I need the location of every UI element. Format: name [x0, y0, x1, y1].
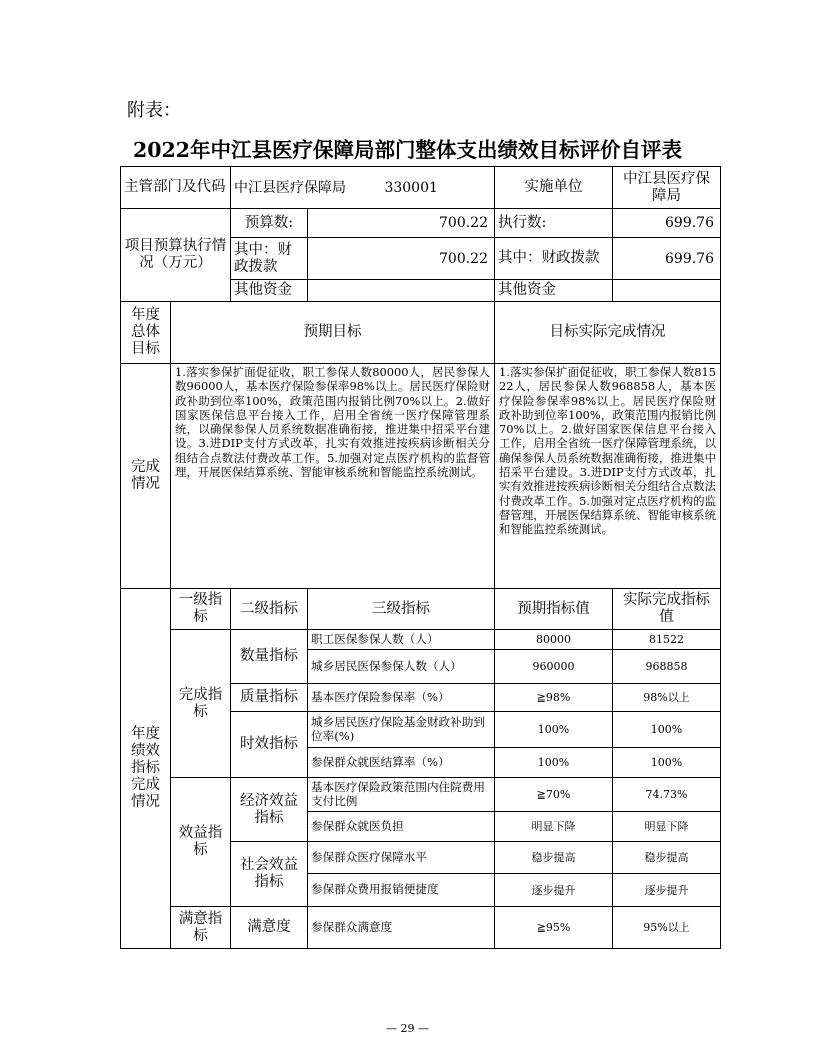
- indicator-actual: 98%以上: [613, 684, 721, 712]
- indicator-actual: 100%: [613, 712, 721, 748]
- exec-amount-label: 执行数:: [495, 209, 613, 238]
- completion-label: 完成情况: [121, 364, 171, 589]
- annual-goal-label: 年度总体目标: [121, 302, 171, 364]
- indicator-actual: 100%: [613, 748, 721, 778]
- satisfaction-group: 满意指标: [171, 907, 231, 949]
- indicator-name: 参保群众医疗保障水平: [308, 842, 495, 874]
- indicator-actual: 81522: [613, 630, 721, 650]
- indicator-expected: ≧95%: [495, 907, 613, 949]
- actual-goal-header: 目标实际完成情况: [495, 302, 721, 364]
- page-number: — 29 —: [386, 1022, 429, 1035]
- dept-label: 主管部门及代码: [121, 167, 231, 209]
- fiscal-budget-value: 700.22: [308, 238, 495, 280]
- other-exec-value: [613, 280, 721, 302]
- indicator-expected: 100%: [495, 712, 613, 748]
- indicator-expected: 稳步提高: [495, 842, 613, 874]
- fiscal-exec-value: 699.76: [613, 238, 721, 280]
- budget-amount-value: 700.22: [308, 209, 495, 238]
- col-actual: 实际完成指标值: [613, 589, 721, 630]
- indicator-expected: 逐步提升: [495, 874, 613, 907]
- budget-amount-label: 预算数:: [231, 209, 308, 238]
- quality-indicator: 质量指标: [231, 684, 308, 712]
- dept-code: 330001: [384, 179, 438, 196]
- economic-indicator: 经济效益指标: [231, 778, 308, 842]
- actual-goal-text: 1.落实参保扩面促征收，职工参保人数81522人，居民参保人数968858人，基本医疗保险参保率98%以上。居民医疗保险财政补助到位率100%，政策范围内报销比例70%以上。2.做好国家医保信息平台接入工作，启用全省统一医疗保障管理系统，以确保参保人员系统数据准确衔接，推进集中招采平台建设。3.进DIP支付方式改革，扎实有效推进按疾病诊断相关分组结合点数法付费改革工作。5.加强对定点医疗机构的监督管理，开展医保结算系统、智能审核系统和智能监控系统测试。: [495, 364, 721, 589]
- indicator-expected: ≧98%: [495, 684, 613, 712]
- indicator-name: 参保群众就医结算率（%）: [308, 748, 495, 778]
- social-indicator: 社会效益指标: [231, 842, 308, 907]
- evaluation-table: [120, 166, 721, 949]
- impl-value: 中江县医疗保障局: [613, 167, 721, 209]
- timeliness-indicator: 时效指标: [231, 712, 308, 778]
- annex-label: 附表：: [127, 100, 181, 121]
- page-title: 2022年中江县医疗保障局部门整体支出绩效目标评价自评表: [132, 138, 683, 162]
- indicator-name: 基本医疗保险政策范围内住院费用支付比例: [308, 778, 495, 812]
- expected-goal-header: 预期目标: [171, 302, 495, 364]
- indicator-expected: 明显下降: [495, 812, 613, 842]
- indicator-actual: 968858: [613, 650, 721, 684]
- expected-goal-text: 1.落实参保扩面促征收，职工参保人数80000人，居民参保人数96000人，基本医疗保险参保率98%以上。居民医疗保险财政补助到位率100%，政策范围内报销比例70%以上。2.做好国家医保信息平台接入工作，启用全省统一医疗保障管理系统，以确保参保人员系统数据准确衔接，推进集中招采平台建设。3.进DIP支付方式改革，扎实有效推进按疾病诊断相关分组结合点数法付费改革工作。5.加强对定点医疗机构的监督管理，开展医保结算系统、智能审核系统和智能监控系统测试。: [171, 364, 495, 589]
- indicator-name: 基本医疗保险参保率（%）: [308, 684, 495, 712]
- indicator-expected: 80000: [495, 630, 613, 650]
- col-level2: 二级指标: [231, 589, 308, 630]
- other-budget-value: [308, 280, 495, 302]
- impl-label: 实施单位: [495, 167, 613, 209]
- indicator-actual: 95%以上: [613, 907, 721, 949]
- indicator-actual: 74.73%: [613, 778, 721, 812]
- dept-cell: [231, 167, 495, 209]
- col-expected: 预期指标值: [495, 589, 613, 630]
- fiscal-exec-label: 其中：财政拨款: [495, 238, 613, 280]
- completion-group: 完成指标: [171, 630, 231, 778]
- quantity-indicator: 数量指标: [231, 630, 308, 684]
- dept-value: 中江县医疗保障局: [234, 179, 346, 196]
- indicator-expected: ≧70%: [495, 778, 613, 812]
- satisfaction-indicator: 满意度: [231, 907, 308, 949]
- indicator-name: 城乡居民医保参保人数（人）: [308, 650, 495, 684]
- indicator-actual: 稳步提高: [613, 842, 721, 874]
- indicator-name: 城乡居民医疗保险基金财政补助到位率(%): [308, 712, 495, 748]
- col-level3: 三级指标: [308, 589, 495, 630]
- indicator-actual: 逐步提升: [613, 874, 721, 907]
- indicator-name: 参保群众费用报销便捷度: [308, 874, 495, 907]
- indicator-name: 参保群众满意度: [308, 907, 495, 949]
- indicator-name: 参保群众就医负担: [308, 812, 495, 842]
- budget-label: 项目预算执行情况（万元）: [121, 209, 231, 302]
- exec-amount-value: 699.76: [613, 209, 721, 238]
- indicator-expected: 960000: [495, 650, 613, 684]
- col-level1: 一级指标: [171, 589, 231, 630]
- fiscal-budget-label: 其中：财政拨款: [231, 238, 308, 280]
- other-exec-label: 其他资金: [495, 280, 613, 302]
- indicator-name: 职工医保参保人数（人）: [308, 630, 495, 650]
- indicator-expected: 100%: [495, 748, 613, 778]
- other-budget-label: 其他资金: [231, 280, 308, 302]
- indicator-section-label: 年度绩效指标完成情况: [121, 589, 171, 949]
- benefit-group: 效益指标: [171, 778, 231, 907]
- indicator-actual: 明显下降: [613, 812, 721, 842]
